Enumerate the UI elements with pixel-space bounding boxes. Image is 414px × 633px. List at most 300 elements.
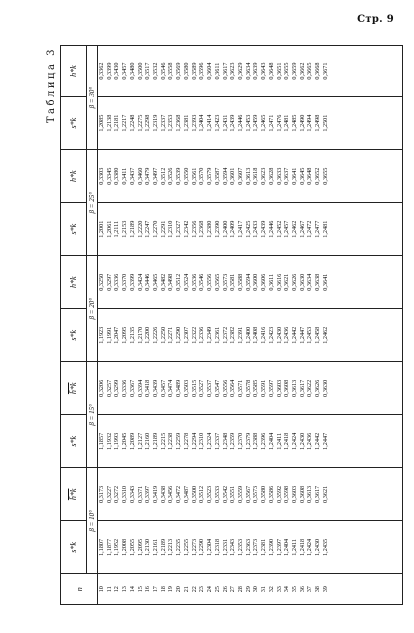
cell-value: 1,2397 xyxy=(275,538,283,556)
cell-value: 1,2278 xyxy=(182,432,190,450)
cell-value: 0,3512 xyxy=(175,273,183,291)
cell-value: 1,2404 xyxy=(267,432,275,450)
cell-value: 0,3604 xyxy=(206,62,214,80)
cell-value: 1,2379 xyxy=(244,432,252,450)
cell-value: 0,3345 xyxy=(105,167,113,185)
beta-label-20: β = 20° xyxy=(87,256,98,362)
cell-value: 1,2089 xyxy=(128,432,136,450)
cell-value: 1,2465 xyxy=(260,114,268,132)
cell-value: 0,3257 xyxy=(105,379,113,397)
cell-value: 0,3424 xyxy=(136,273,144,291)
cell-value: 0,3598 xyxy=(283,485,291,503)
cell-value: 1,2373 xyxy=(252,538,260,556)
cell-value: 0,3607 xyxy=(236,167,244,185)
cell-value: 0,3637 xyxy=(283,167,291,185)
cell-value: 1,2353 xyxy=(167,114,175,132)
cell-value: 0,3515 xyxy=(190,379,198,397)
cell-value: 1,2294 xyxy=(190,432,198,450)
cell-value: 0,3648 xyxy=(267,62,275,80)
cell-value: 1,2170 xyxy=(136,326,144,344)
n-value: 11 xyxy=(105,586,113,593)
cell-value: 1,1993 xyxy=(113,432,121,450)
cell-value: 1,2416 xyxy=(260,326,268,344)
cell-value: 1,2127 xyxy=(136,432,144,450)
column-s-10 xyxy=(98,521,403,574)
n-value: 33 xyxy=(275,586,283,593)
cell-value: 0,3621 xyxy=(321,485,329,503)
beta-label-15: β = 15° xyxy=(87,362,98,468)
cell-value: 0,3480 xyxy=(128,62,136,80)
cell-value: 1,2273 xyxy=(190,538,198,556)
cell-value: 1,2055 xyxy=(128,538,136,556)
cell-value: 1,2396 xyxy=(260,432,268,450)
cell-value: 1,2430 xyxy=(275,326,283,344)
cell-value: 1,2435 xyxy=(321,538,329,556)
column-s-20 xyxy=(98,309,403,362)
cell-value: 1,2467 xyxy=(298,220,306,238)
cell-value: 0,3611 xyxy=(213,62,221,80)
cell-value: 0,3648 xyxy=(306,167,314,185)
cell-value: 0,3587 xyxy=(213,167,221,185)
cell-value: 0,3634 xyxy=(306,273,314,291)
n-value: 24 xyxy=(206,586,214,593)
column-h-30 xyxy=(98,46,403,97)
cell-value: 1,2481 xyxy=(321,220,329,238)
cell-value: 0,3399 xyxy=(128,273,136,291)
cell-value: 0,3551 xyxy=(229,485,237,503)
cell-value: 1,2215 xyxy=(159,432,167,450)
n-value: 17 xyxy=(152,586,160,593)
cell-value: 0,3600 xyxy=(252,273,260,291)
cell-value: 0,3465 xyxy=(152,273,160,291)
header-hbar-10: h̄*k xyxy=(61,468,87,521)
cell-value: 1,2453 xyxy=(244,114,252,132)
cell-value: 0,3573 xyxy=(252,485,260,503)
cell-value: 1,2291 xyxy=(159,220,167,238)
beta-label-30: β = 30° xyxy=(87,46,98,150)
cell-value: 1,2310 xyxy=(167,220,175,238)
cell-value: 0,3303 xyxy=(98,167,105,185)
header-s-15: s*k xyxy=(61,415,87,468)
cell-value: 1,2417 xyxy=(236,220,244,238)
cell-value: 0,3608 xyxy=(298,485,306,503)
cell-value: 0,3668 xyxy=(314,62,322,80)
cell-value: 1,2498 xyxy=(314,114,322,132)
cell-value: 0,3523 xyxy=(206,485,214,503)
cell-value: 1,1923 xyxy=(98,326,105,344)
cell-value: 1,2400 xyxy=(244,326,252,344)
cell-value: 0,3573 xyxy=(221,273,229,291)
cell-value: 1,2494 xyxy=(306,114,314,132)
cell-value: 1,2189 xyxy=(128,220,136,238)
cell-value: 1,2452 xyxy=(275,220,283,238)
n-value: 25 xyxy=(213,586,221,593)
cell-value: 0,3603 xyxy=(275,379,283,397)
cell-value: 0,3527 xyxy=(198,379,206,397)
cell-value: 0,3500 xyxy=(190,485,198,503)
cell-value: 1,2138 xyxy=(105,114,113,132)
cell-value: 0,3621 xyxy=(283,273,291,291)
cell-value: 1,2411 xyxy=(275,432,283,450)
cell-value: 1,2462 xyxy=(321,326,329,344)
cell-value: 1,2045 xyxy=(121,432,129,450)
cell-value: 1,2411 xyxy=(290,539,298,556)
cell-value: 0,3437 xyxy=(128,167,136,185)
cell-value: 0,3419 xyxy=(152,485,160,503)
cell-value: 1,2418 xyxy=(283,432,291,450)
cell-value: 0,3438 xyxy=(159,485,167,503)
cell-value: 0,3380 xyxy=(113,167,121,185)
cell-value: 1,2226 xyxy=(152,326,160,344)
cell-value: 1,2275 xyxy=(136,114,144,132)
cell-value: 0,3500 xyxy=(136,62,144,80)
cell-value: 1,2248 xyxy=(128,114,136,132)
cell-value: 0,3482 xyxy=(159,273,167,291)
cell-value: 0,3343 xyxy=(128,485,136,503)
cell-value: 1,2481 xyxy=(283,114,291,132)
n-value: 29 xyxy=(244,586,252,593)
cell-value: 1,2349 xyxy=(206,326,214,344)
column-s-25 xyxy=(98,203,403,256)
cell-value: 0,3570 xyxy=(198,167,206,185)
cell-value: 1,2318 xyxy=(213,538,221,556)
cell-value: 0,3594 xyxy=(221,167,229,185)
cell-value: 1,2381 xyxy=(182,114,190,132)
cell-value: 0,3616 xyxy=(275,273,283,291)
cell-value: 0,3472 xyxy=(175,485,183,503)
cell-value: 0,3652 xyxy=(314,167,322,185)
n-value: 31 xyxy=(260,586,268,593)
cell-value: 0,3603 xyxy=(290,485,298,503)
cell-value: 1,2047 xyxy=(113,326,121,344)
column-h-20 xyxy=(98,256,403,309)
header-n: n xyxy=(61,574,98,605)
cell-value: 1,1807 xyxy=(98,538,105,556)
n-value: 12 xyxy=(113,586,121,593)
cell-value: 1,2370 xyxy=(236,432,244,450)
cell-value: 1,2381 xyxy=(260,538,268,556)
cell-value: 0,3606 xyxy=(260,273,268,291)
cell-value: 0,3537 xyxy=(206,379,214,397)
n-value: 22 xyxy=(190,586,198,593)
cell-value: 0,3601 xyxy=(229,167,237,185)
cell-value: 1,2457 xyxy=(283,220,291,238)
cell-value: 1,2189 xyxy=(152,432,160,450)
cell-value: 0,3626 xyxy=(314,379,322,397)
cell-value: 1,2423 xyxy=(213,114,221,132)
cell-value: 0,3588 xyxy=(236,273,244,291)
cell-value: 1,2298 xyxy=(144,114,152,132)
cell-value: 0,3596 xyxy=(198,62,206,80)
cell-value: 1,2304 xyxy=(206,538,214,556)
cell-value: 1,2485 xyxy=(290,114,298,132)
cell-value: 1,2271 xyxy=(167,326,175,344)
cell-value: 1,2008 xyxy=(121,538,129,556)
cell-value: 0,3371 xyxy=(136,485,144,503)
cell-value: 1,2372 xyxy=(221,326,229,344)
cell-value: 0,3569 xyxy=(175,62,183,80)
cell-value: 1,2368 xyxy=(175,114,183,132)
cell-value: 0,3578 xyxy=(244,379,252,397)
cell-value: 0,3659 xyxy=(290,62,298,80)
cell-value: 1,2471 xyxy=(267,114,275,132)
n-value: 30 xyxy=(252,586,260,593)
cell-value: 1,2235 xyxy=(175,538,183,556)
cell-value: 0,3173 xyxy=(98,485,105,503)
beta-label-10: β = 10° xyxy=(87,468,98,574)
cell-value: 1,2462 xyxy=(290,220,298,238)
cell-value: 1,2111 xyxy=(113,220,121,238)
cell-value: 0,3479 xyxy=(144,167,152,185)
cell-value: 0,3503 xyxy=(182,379,190,397)
cell-value: 0,3580 xyxy=(260,485,268,503)
cell-value: 1,2153 xyxy=(121,220,129,238)
cell-value: 0,3489 xyxy=(175,379,183,397)
cell-value: 0,3367 xyxy=(128,379,136,397)
cell-value: 0,3336 xyxy=(121,379,129,397)
cell-value: 0,3662 xyxy=(298,62,306,80)
n-value: 38 xyxy=(314,586,322,593)
column-s-15 xyxy=(98,415,403,468)
n-value: 14 xyxy=(128,586,136,593)
cell-value: 0,3639 xyxy=(252,62,260,80)
column-hbar-10 xyxy=(98,468,403,521)
cell-value: 1,2393 xyxy=(190,114,198,132)
cell-value: 1,2356 xyxy=(190,220,198,238)
cell-value: 1,2446 xyxy=(236,114,244,132)
cell-value: 0,3608 xyxy=(283,379,291,397)
cell-value: 1,2337 xyxy=(159,114,167,132)
header-h-20: h*k xyxy=(61,256,87,309)
n-column xyxy=(98,574,403,605)
cell-value: 0,3611 xyxy=(267,273,275,291)
cell-value: 0,3397 xyxy=(144,485,152,503)
cell-value: 1,2361 xyxy=(213,326,221,344)
cell-value: 0,3430 xyxy=(113,62,121,80)
cell-value: 1,2307 xyxy=(182,326,190,344)
cell-value: 1,2472 xyxy=(306,220,314,238)
cell-value: 1,2382 xyxy=(229,326,237,344)
cell-value: 0,3272 xyxy=(113,485,121,503)
cell-value: 1,2095 xyxy=(121,326,129,344)
cell-value: 0,3655 xyxy=(321,167,329,185)
cell-value: 1,2324 xyxy=(206,432,214,450)
cell-value: 1,1932 xyxy=(105,432,113,450)
cell-value: 0,3630 xyxy=(298,273,306,291)
cell-value: 0,3299 xyxy=(113,379,121,397)
n-value: 32 xyxy=(267,586,275,593)
cell-value: 0,3618 xyxy=(252,167,260,185)
cell-value: 0,3487 xyxy=(182,485,190,503)
cell-value: 1,2404 xyxy=(198,114,206,132)
cell-value: 1,2290 xyxy=(175,326,183,344)
table-caption: Таблица 3 xyxy=(46,47,57,124)
cell-value: 0,3533 xyxy=(213,485,221,503)
cell-value: 0,3581 xyxy=(229,273,237,291)
n-value: 39 xyxy=(321,586,329,593)
cell-value: 1,2189 xyxy=(159,538,167,556)
cell-value: 1,2327 xyxy=(175,220,183,238)
cell-value: 0,3613 xyxy=(290,379,298,397)
cell-value: 0,3310 xyxy=(121,485,129,503)
cell-value: 1,2337 xyxy=(213,432,221,450)
cell-value: 0,3641 xyxy=(290,167,298,185)
cell-value: 0,3539 xyxy=(175,167,183,185)
cell-value: 0,3550 xyxy=(182,167,190,185)
n-value: 15 xyxy=(136,586,144,593)
cell-value: 0,3641 xyxy=(321,273,329,291)
cell-value: 0,3613 xyxy=(306,485,314,503)
cell-value: 0,3613 xyxy=(244,167,252,185)
cell-value: 1,1991 xyxy=(105,326,113,344)
n-value: 21 xyxy=(182,586,190,593)
cell-value: 0,3634 xyxy=(244,62,252,80)
cell-value: 1,2430 xyxy=(298,432,306,450)
cell-value: 0,3206 xyxy=(98,379,105,397)
cell-value: 1,2001 xyxy=(98,220,105,238)
n-value: 18 xyxy=(159,586,167,593)
cell-value: 1,2085 xyxy=(98,114,105,132)
header-h-30: h*k xyxy=(61,46,87,97)
cell-value: 0,3558 xyxy=(167,62,175,80)
n-value: 23 xyxy=(198,586,206,593)
n-value: 35 xyxy=(290,586,298,593)
cell-value: 1,2380 xyxy=(206,220,214,238)
cell-value: 0,3250 xyxy=(98,273,105,291)
rotated-table-sheet xyxy=(46,45,396,605)
cell-value: 1,2255 xyxy=(182,538,190,556)
cell-value: 0,3571 xyxy=(236,379,244,397)
header-h-25: h*k xyxy=(61,150,87,203)
header-row xyxy=(61,46,87,605)
cell-value: 0,3585 xyxy=(252,379,260,397)
cell-value: 1,2388 xyxy=(252,432,260,450)
n-value: 19 xyxy=(167,586,175,593)
cell-value: 0,3638 xyxy=(314,273,322,291)
cell-value: 1,2135 xyxy=(128,326,136,344)
cell-value: 1,2348 xyxy=(221,432,229,450)
cell-value: 0,3645 xyxy=(298,167,306,185)
cell-value: 1,2391 xyxy=(236,326,244,344)
cell-value: 1,1877 xyxy=(105,538,113,556)
header-s-20: s*k xyxy=(61,309,87,362)
n-value: 27 xyxy=(229,586,237,593)
cell-value: 0,3579 xyxy=(206,167,214,185)
cell-value: 0,3586 xyxy=(267,485,275,503)
cell-value: 0,3597 xyxy=(267,379,275,397)
n-value: 37 xyxy=(306,586,314,593)
cell-value: 1,2336 xyxy=(198,326,206,344)
cell-value: 1,2213 xyxy=(167,538,175,556)
cell-value: 1,2220 xyxy=(136,220,144,238)
cell-value: 1,2447 xyxy=(298,326,306,344)
cell-value: 1,2160 xyxy=(144,432,152,450)
cell-value: 0,3370 xyxy=(121,273,129,291)
cell-value: 0,3594 xyxy=(244,273,252,291)
cell-value: 1,2095 xyxy=(136,538,144,556)
cell-value: 0,3456 xyxy=(167,485,175,503)
cell-value: 0,3457 xyxy=(159,379,167,397)
cell-value: 1,2359 xyxy=(229,432,237,450)
cell-value: 1,2238 xyxy=(167,432,175,450)
n-value: 13 xyxy=(121,586,129,593)
cell-value: 1,2418 xyxy=(298,538,306,556)
cell-value: 1,2290 xyxy=(198,538,206,556)
cell-value: 0,3589 xyxy=(190,62,198,80)
cell-value: 0,3399 xyxy=(105,62,113,80)
n-value: 36 xyxy=(298,586,306,593)
cell-value: 0,3547 xyxy=(213,379,221,397)
page-number: Стр. 9 xyxy=(357,14,394,25)
cell-value: 1,2408 xyxy=(252,326,260,344)
cell-value: 1,2247 xyxy=(144,220,152,238)
cell-value: 0,3592 xyxy=(275,485,283,503)
cell-value: 0,3460 xyxy=(136,167,144,185)
cell-value: 0,3542 xyxy=(221,485,229,503)
cell-value: 0,3617 xyxy=(298,379,306,397)
cell-value: 1,2477 xyxy=(314,220,322,238)
cell-value: 1,2322 xyxy=(190,326,198,344)
cell-value: 0,3524 xyxy=(182,273,190,291)
cell-value: 1,2414 xyxy=(206,114,214,132)
cell-value: 1,2390 xyxy=(267,538,275,556)
cell-value: 1,2436 xyxy=(283,326,291,344)
cell-value: 0,3411 xyxy=(121,167,129,185)
cell-value: 0,3655 xyxy=(283,62,291,80)
cell-value: 0,3567 xyxy=(244,485,252,503)
header-s-10: s*k xyxy=(61,521,87,574)
cell-value: 1,2430 xyxy=(314,538,322,556)
cell-value: 1,2424 xyxy=(306,538,314,556)
n-value: 34 xyxy=(283,586,291,593)
cell-value: 1,2181 xyxy=(113,114,121,132)
cell-value: 1,2442 xyxy=(314,432,322,450)
n-value: 28 xyxy=(236,586,244,593)
cell-value: 0,3626 xyxy=(290,273,298,291)
data-table xyxy=(60,45,403,605)
cell-value: 0,3394 xyxy=(136,379,144,397)
cell-value: 1,2501 xyxy=(321,114,329,132)
cell-value: 0,3556 xyxy=(206,273,214,291)
cell-value: 1,2433 xyxy=(252,220,260,238)
n-value: 16 xyxy=(144,586,152,593)
beta-row xyxy=(87,46,98,605)
cell-value: 0,3512 xyxy=(159,167,167,185)
cell-value: 0,3665 xyxy=(306,62,314,80)
cell-value: 1,2353 xyxy=(236,538,244,556)
cell-value: 1,1952 xyxy=(113,538,121,556)
cell-value: 0,3517 xyxy=(144,62,152,80)
cell-value: 1,2424 xyxy=(290,432,298,450)
cell-value: 0,3623 xyxy=(229,62,237,80)
cell-value: 1,2439 xyxy=(260,220,268,238)
cell-value: 0,3559 xyxy=(236,485,244,503)
cell-value: 0,3532 xyxy=(152,62,160,80)
cell-value: 1,2250 xyxy=(159,326,167,344)
cell-value: 1,2200 xyxy=(144,326,152,344)
cell-value: 1,2061 xyxy=(105,220,113,238)
cell-value: 1,2436 xyxy=(306,432,314,450)
cell-value: 0,3580 xyxy=(182,62,190,80)
cell-value: 0,3546 xyxy=(159,62,167,80)
cell-value: 0,3362 xyxy=(98,62,105,80)
column-hbar-15 xyxy=(98,362,403,415)
cell-value: 1,2343 xyxy=(229,538,237,556)
cell-value: 1,2446 xyxy=(267,220,275,238)
cell-value: 1,2259 xyxy=(175,432,183,450)
cell-value: 0,3671 xyxy=(321,62,329,80)
cell-value: 1,2363 xyxy=(244,538,252,556)
